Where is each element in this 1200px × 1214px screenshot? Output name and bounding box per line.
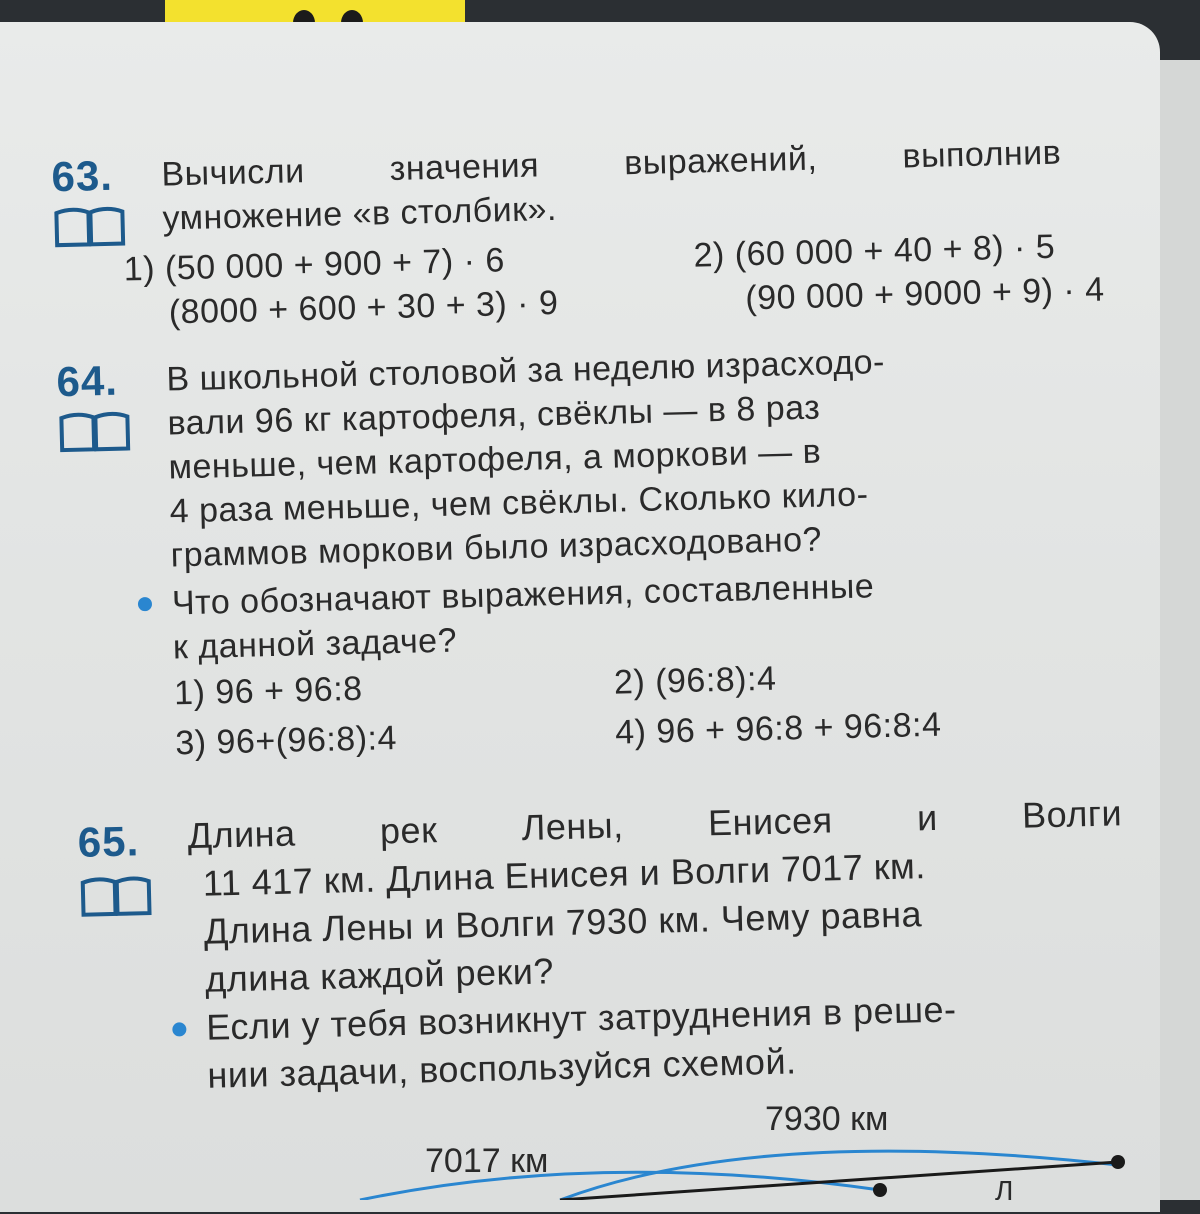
expression: (90 000 + 9000 + 9) · 4 [744, 270, 1106, 318]
option: 2) (96:8):4 [613, 659, 777, 702]
question-line: Что обозначают выражения, составленные [171, 567, 875, 623]
title-word: выражений, [623, 139, 818, 183]
scheme-point [1111, 1155, 1125, 1169]
question-line: к данной задаче? [172, 621, 458, 667]
problem-text-line: длина каждой реки? [204, 950, 555, 1000]
expression: 2) (60 000 + 40 + 8) · 5 [693, 227, 1056, 275]
problem-text-line: меньше, чем картофеля, а моркови — в [168, 432, 822, 487]
problem-text-line: Длина Лены и Волги 7930 км. Чему равна [203, 893, 923, 952]
problem-text-line: Длина рек Лены, Енисея и Волги [187, 792, 1123, 857]
problem-text-line: граммов моркови было израсходовано? [170, 520, 823, 575]
scheme-label: 7930 км [765, 1100, 889, 1138]
title-word: выполнив [902, 133, 1062, 176]
scheme-arc [560, 1151, 1118, 1200]
hint-line: нии задачи, воспользуйся схемой. [206, 1040, 797, 1096]
problem-title-line: умножение «в столбик». [162, 189, 558, 238]
option: 3) 96+(96:8):4 [174, 719, 398, 763]
scheme-segment [560, 1162, 1118, 1200]
option: 1) 96 + 96:8 [173, 669, 363, 713]
scheme-label: Л [995, 1175, 1014, 1200]
problem-number: 64. [55, 356, 119, 406]
title-word: значения [389, 146, 540, 189]
option: 4) 96 + 96:8 + 96:8:4 [614, 705, 942, 752]
problem-text-line: вали 96 кг картофеля, свёклы — в 8 раз [167, 388, 821, 443]
expression: (8000 + 600 + 30 + 3) · 9 [168, 283, 559, 332]
problem-number: 63. [50, 151, 114, 201]
title-word: Вычисли [161, 152, 306, 194]
hint-line: Если у тебя возникнут затруднения в реше- [205, 988, 957, 1048]
problem-text-line: 4 раза меньше, чем свёклы. Сколько кило- [169, 475, 869, 531]
scheme-label: 7017 км [425, 1142, 549, 1180]
scheme-point [873, 1183, 887, 1197]
expression: 1) (50 000 + 900 + 7) · 6 [123, 241, 506, 289]
problem-number: 65. [77, 817, 140, 866]
problem-text-line: В школьной столовой за неделю израсходо- [166, 342, 886, 399]
problem-text-line: 11 417 км. Длина Енисея и Волги 7017 км. [202, 845, 927, 904]
